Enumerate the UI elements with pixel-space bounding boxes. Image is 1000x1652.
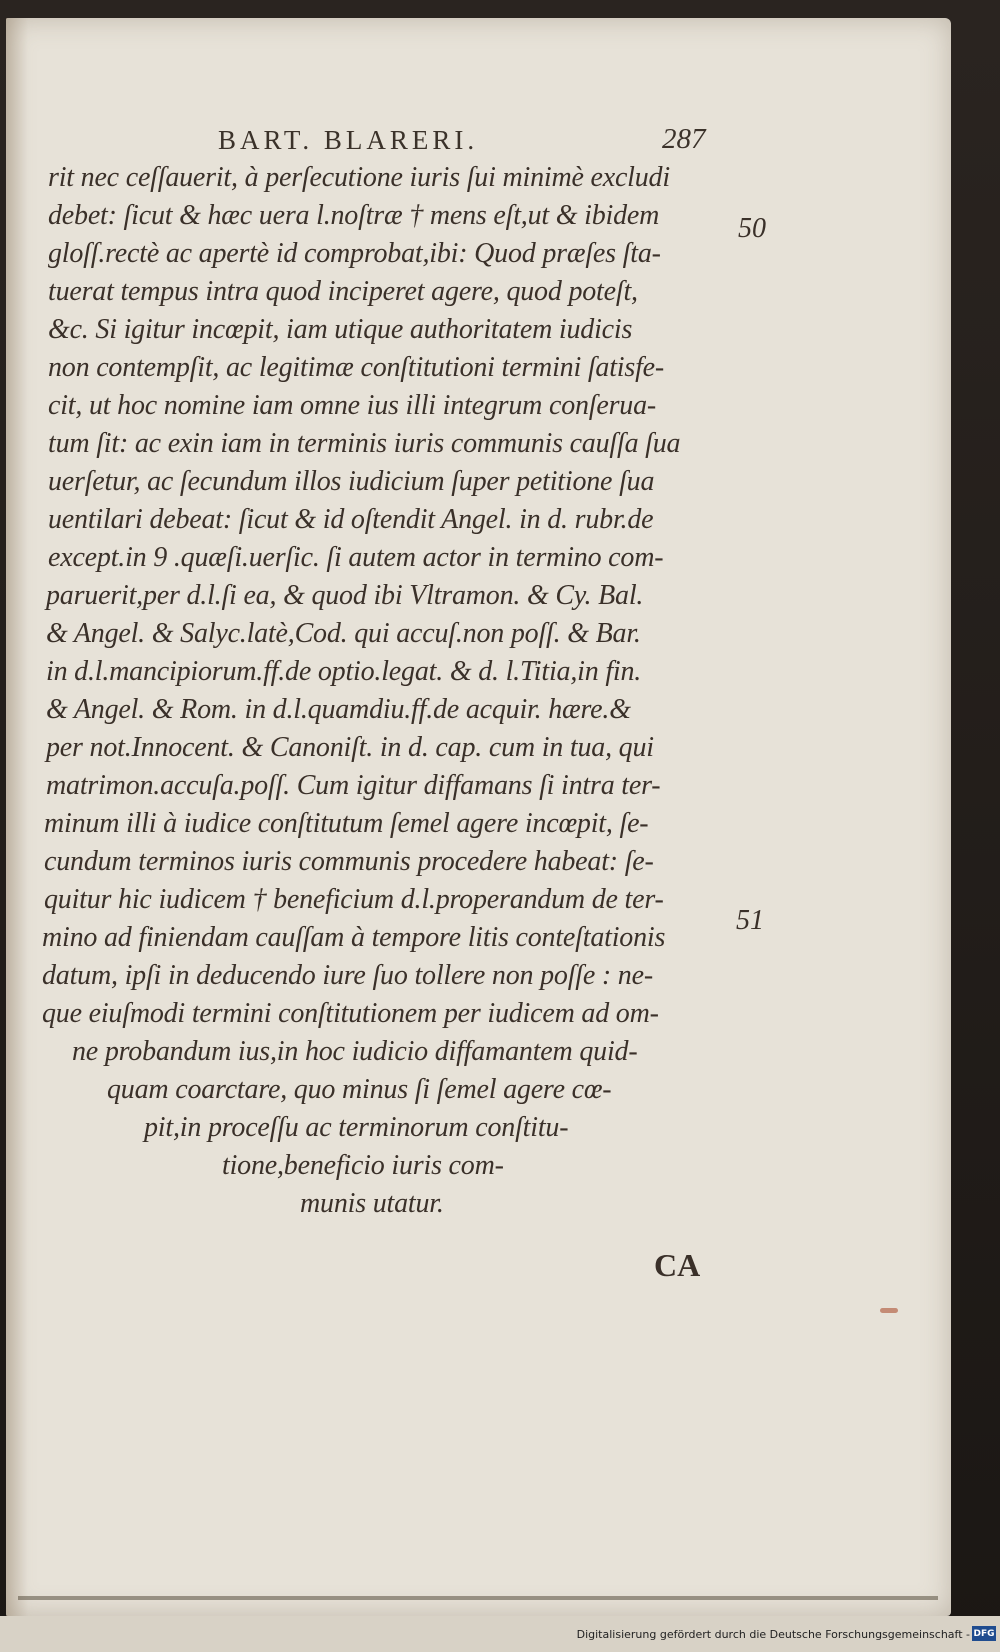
text-line: munis utatur. (300, 1188, 444, 1219)
ink-smudge (880, 1308, 898, 1313)
text-line: &c. Si igitur incœpit, iam utique authoritatem iudicis (48, 314, 633, 345)
text-line: uerſetur, ac ſecundum illos iudicium ſuper petitione ſua (48, 466, 655, 497)
text-line: quitur hic iudicem † beneficium d.l.properandum de ter- (44, 884, 664, 915)
text-line: pit,in proceſſu ac terminorum conſtitu- (144, 1112, 569, 1143)
text-line: gloſſ.rectè ac apertè id comprobat,ibi: Quod præſes ſta- (48, 238, 661, 269)
text-line: & Angel. & Rom. in d.l.quamdiu.ff.de acquir. hære.& (46, 694, 631, 725)
text-line: per not.Innocent. & Canoniſt. in d. cap. cum in tua, qui (46, 732, 654, 763)
margin-note-50: 50 (738, 213, 766, 244)
running-head: BART. BLARERI. (218, 125, 479, 155)
text-line: non contempſit, ac legitimæ conſtitutioni termini ſatisfe- (48, 352, 664, 383)
text-line: tuerat tempus intra quod inciperet agere, quod poteſt, (48, 276, 638, 307)
text-line: tione,beneficio iuris com- (222, 1150, 504, 1181)
text-line: cundum terminos iuris communis procedere habeat: ſe- (44, 846, 654, 877)
margin-note-51: 51 (736, 905, 764, 936)
text-line: cit, ut hoc nomine iam omne ius illi integrum conſerua- (48, 390, 657, 421)
text-line: debet: ſicut & hæc uera l.noſtræ † mens eſt,ut & ibidem (48, 200, 660, 231)
digitization-credit: Digitalisierung gefördert durch die Deutsche Forschungsgemeinschaft - (576, 1628, 970, 1641)
text-line: mino ad finiendam cauſſam à tempore litis conteſtationis (42, 922, 666, 953)
text-line: paruerit,per d.l.ſi ea, & quod ibi Vltramon. & Cy. Bal. (46, 580, 644, 611)
text-line: minum illi à iudice conſtitutum ſemel agere incœpit, ſe- (44, 808, 649, 839)
text-line: quam coarctare, quo minus ſi ſemel agere cœ- (107, 1074, 612, 1105)
text-line: tum ſit: ac exin iam in terminis iuris communis cauſſa ſua (48, 428, 681, 459)
text-line: in d.l.mancipiorum.ff.de optio.legat. & d. l.Titia,in fin. (46, 656, 642, 687)
text-line: que eiuſmodi termini conſtitutionem per iudicem ad om- (42, 998, 659, 1029)
dfg-logo-icon: DFG (972, 1626, 996, 1641)
text-line: rit nec ceſſauerit, à perſecutione iuris ſui minimè excludi (48, 162, 670, 193)
page-number: 287 (662, 123, 706, 155)
text-line: ne probandum ius,in hoc iudicio diffamantem quid- (72, 1036, 638, 1067)
text-line: uentilari debeat: ſicut & id oſtendit Angel. in d. rubr.de (48, 504, 654, 535)
text-line: & Angel. & Salyc.latè,Cod. qui accuſ.non poſſ. & Bar. (46, 618, 641, 649)
text-line: datum, ipſi in deducendo iure ſuo tollere non poſſe : ne- (42, 960, 653, 991)
text-line: except.in 9 .quæſi.uerſic. ſi autem actor in termino com- (48, 542, 664, 573)
text-line: matrimon.accuſa.poſſ. Cum igitur diffamans ſi intra ter- (46, 770, 661, 801)
catchword: CA (654, 1247, 701, 1283)
